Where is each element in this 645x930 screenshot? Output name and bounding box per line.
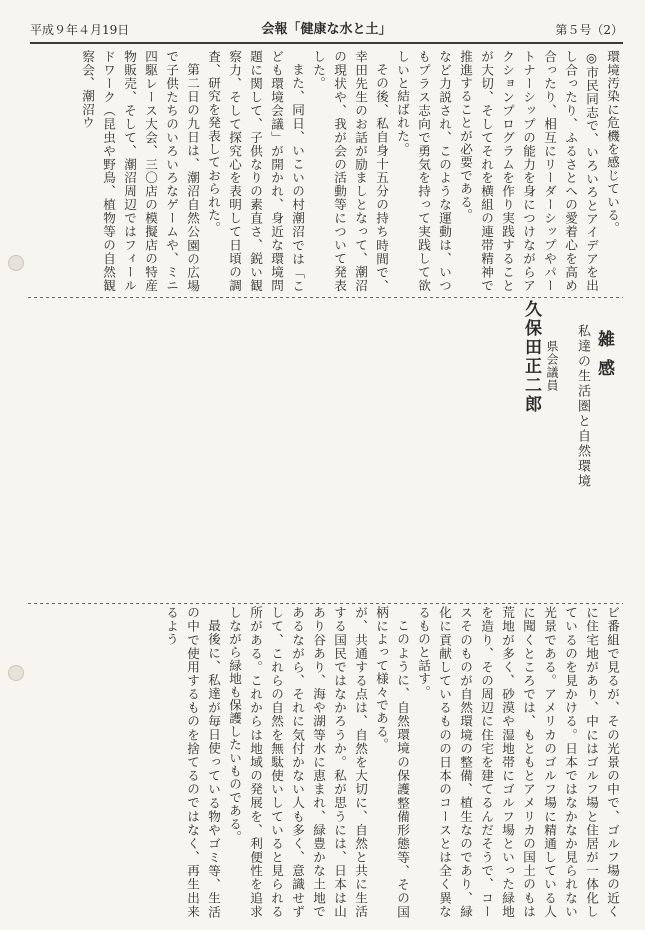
paragraph: 環境汚染に危機を感じている。 bbox=[605, 50, 620, 235]
text-tier-bottom bbox=[28, 606, 623, 918]
author-role: 県会議員 bbox=[545, 340, 559, 392]
punch-hole-top bbox=[8, 255, 24, 271]
author-name: 久保田正二郎 bbox=[521, 300, 541, 414]
text-tier-top bbox=[28, 50, 623, 292]
paragraph: 最後に、私達が毎日使っている物やゴミ等、生活の中で使用するものを捨てるのではなく、再生出来るよう bbox=[164, 606, 221, 918]
paragraph: その後、私自身十五分の持ち時間で、幸田先生のお話が励ましとなって、潮沼の現状や、我が会の活動等について発表した。 bbox=[311, 50, 389, 292]
paragraph: ◎市民同志で、いろいろとアイデアを出し合ったり、ふるさとへの愛着心を高め合ったり、相互にリーダーシップやパートナーシップの能力を身につけながらアクションプログラムを作り実践することが大切、そしてそれを横組の連帯精神で推進することが必要である。 bbox=[458, 50, 599, 292]
essay-title: 雑感 bbox=[594, 330, 614, 388]
text-tier-middle bbox=[28, 300, 623, 598]
essay-body-part2 bbox=[161, 606, 623, 918]
tier-divider bbox=[28, 297, 623, 298]
essay-subtitle: 私達の生活圏と自然環境 bbox=[575, 324, 590, 489]
paragraph: 第二日の九日は、潮沼自然公園の広場で子供たちのいろいろなゲームや、ミニ四駆レース大会、三〇店の模擬店の特産物販売、そして、潮沼周辺ではフィールドワーク（昆虫や野鳥、植物等の自然観察会、潮沼ウ bbox=[80, 50, 200, 292]
essay-title-block bbox=[567, 300, 623, 598]
punch-hole-bottom bbox=[8, 665, 24, 681]
paragraph: など力説され、このような運動は、いつもプラス志向で勇気を持って実践して欲しいと結ばれた。 bbox=[395, 50, 452, 292]
issue-date: 平成９年４月19日 bbox=[30, 23, 130, 37]
article-text-continued bbox=[77, 50, 623, 292]
issue-number: 第５号（2） bbox=[555, 23, 623, 37]
newsletter-title: 会報「健康な水と土」 bbox=[261, 22, 392, 37]
essay-author-block bbox=[513, 300, 567, 598]
tier-divider bbox=[28, 603, 623, 604]
paragraph: ビ番組で見るが、その光景の中で、ゴルフ場の近くに住宅地があり、中にはゴルフ場と住居が一体化しているのを見かける。日本ではなかなか見られない光景である。アメリカのゴルフ場に精通している人に聞くところでは、もともとアメリカの国土のもは荒地が多く、砂漠や湿地帯にゴルフ場といった緑地を造り、その周辺に住宅を建てるんだそうで、コースそのものが自然環境の整備、植生なのであり、緑化に貢献しているものの日本のコースとは全く異なるものと話す。 bbox=[416, 606, 620, 918]
paragraph: また、同日、いこいの村潮沼では「こども環境会議」が開かれ、身近な環境問題に関して、子供なりの素直さ、鋭い観察力、そして探究心を表明して日頃の調査、研究を発表しておられた。 bbox=[206, 50, 305, 292]
page-header bbox=[30, 18, 623, 44]
paragraph: このように、自然環境の保護整備形態等、その国柄によって様々である。 bbox=[374, 606, 410, 918]
paragraph: が、共通する点は、自然を大切に、自然と共に生活する国民ではなかろうか。私が思うには、日本は山あり谷あり、海や湖等水に恵まれ、緑豊かな土地であるながら、それに気付かない人も多く、意識せずして、これらの自然を無駄使いしていると見られる所がある。これからは地域の発展を、利便性を追求しながら緑地も保護したいものである。 bbox=[227, 606, 368, 918]
